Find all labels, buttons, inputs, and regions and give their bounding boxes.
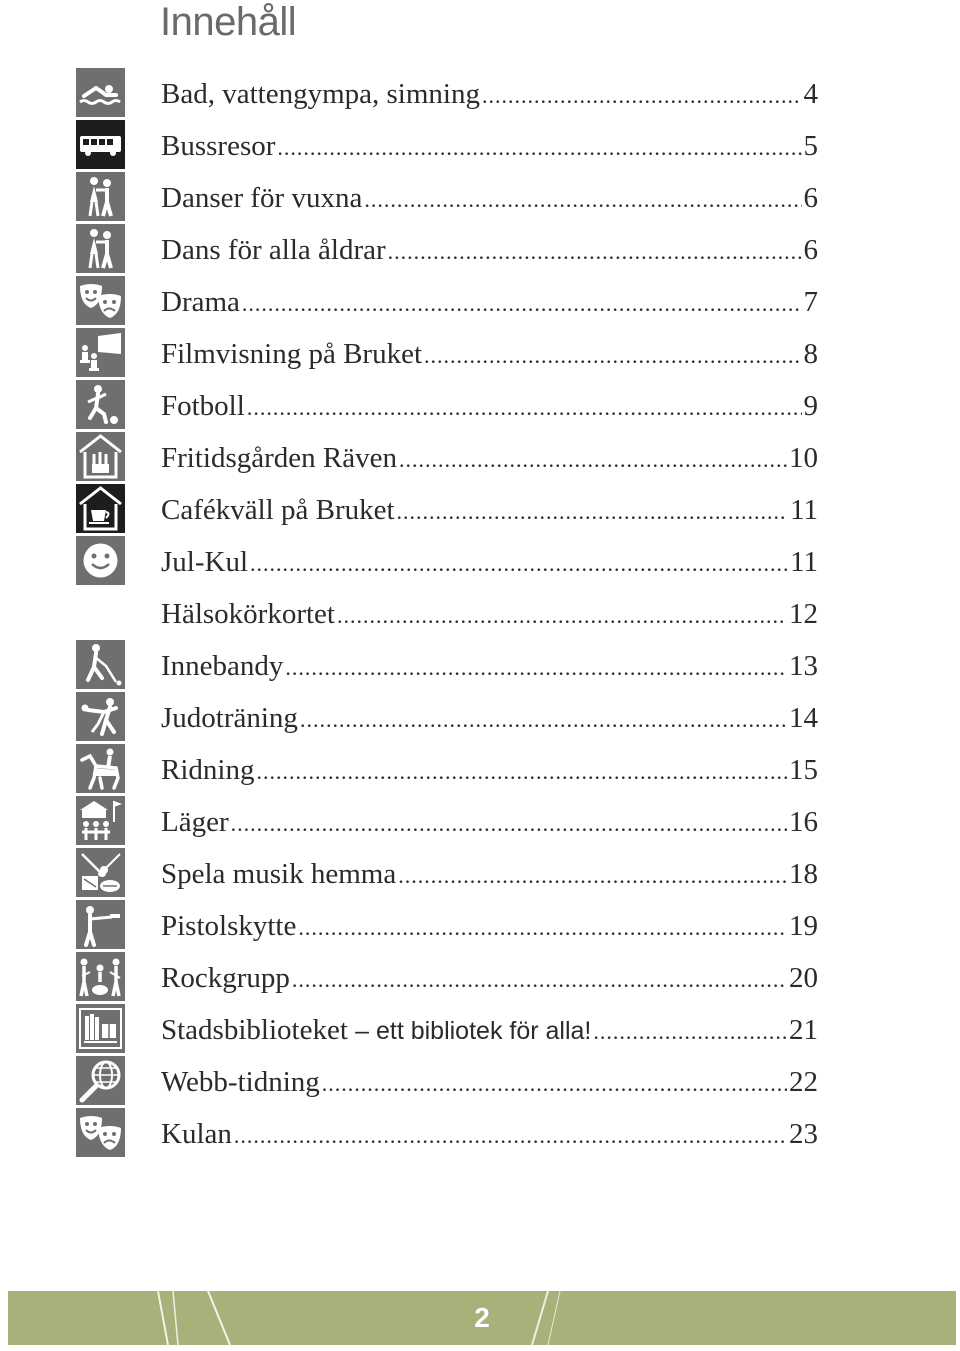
toc-label: Spela musik hemma [161,858,397,890]
toc-label: Fotboll [161,390,245,422]
toc-page-number: 9 [803,390,818,422]
dot-leader [337,596,787,636]
toc-label: Jul-Kul [161,546,248,578]
dot-leader [364,180,801,220]
globe-magnifier-icon [76,1056,125,1105]
dot-leader [388,232,802,272]
dot-leader [247,388,802,428]
toc-label: Bad, vattengympa, simning [161,78,480,110]
toc-entry[interactable] [0,172,960,224]
toc-page-number: 8 [803,338,818,370]
dot-leader [424,336,802,376]
swimmer-icon [76,68,125,117]
toc-entry[interactable] [0,588,960,640]
toc-label: Drama [161,286,240,318]
toc-entry[interactable] [0,796,960,848]
toc-label: Dans för alla åldrar [161,234,386,266]
toc-entry[interactable] [0,900,960,952]
toc-entry[interactable] [0,1056,960,1108]
toc-page-number: 16 [789,806,818,838]
theater-masks-icon [76,276,125,325]
toc-label: Judoträning [161,702,298,734]
smiley-face-icon [76,536,125,585]
bus-icon [76,120,125,169]
cafe-house-icon [76,484,125,533]
dot-leader [398,856,787,896]
toc-page-number: 4 [803,78,818,110]
dot-leader [256,752,787,792]
toc-page-number: 10 [789,442,818,474]
toc-page-number: 20 [789,962,818,994]
toc-label: Danser för vuxna [161,182,363,214]
toc-entry[interactable] [0,744,960,796]
toc-entry[interactable] [0,68,960,120]
toc-entry[interactable] [0,952,960,1004]
floorball-player-icon [76,640,125,689]
dot-leader [593,1012,787,1052]
toc-label: Fritidsgården Räven [161,442,397,474]
toc-label: Läger [161,806,229,838]
toc-page-number: 19 [789,910,818,942]
dot-leader [242,284,802,324]
toc-label: Rockgrupp [161,962,290,994]
toc-entry[interactable] [0,276,960,328]
youth-center-house-icon [76,432,125,481]
football-player-icon [76,380,125,429]
toc-page-number: 21 [789,1014,818,1046]
toc-label: Filmvisning på Bruket [161,338,422,370]
toc-label: Innebandy [161,650,284,682]
toc-page-number: 11 [790,546,818,578]
dot-leader [250,544,788,584]
cinema-audience-icon [76,328,125,377]
pistol-shooter-icon [76,900,125,949]
toc-page-number: 11 [790,494,818,526]
toc-entry[interactable] [0,380,960,432]
toc-page-number: 13 [789,650,818,682]
dancing-couple-icon [76,172,125,221]
theater-masks-icon [76,1108,125,1157]
page-number: 2 [474,1302,490,1333]
toc-label: Cafékväll på Bruket [161,494,395,526]
toc-label: Ridning [161,754,255,786]
dot-leader [234,1116,787,1156]
toc-page-number: 23 [789,1118,818,1150]
dot-leader [482,76,802,116]
toc-sublabel: – ett bibliotek för alla! [355,1017,592,1045]
toc-entry[interactable] [0,432,960,484]
library-books-icon [76,1004,125,1053]
toc-entry[interactable] [0,484,960,536]
dancing-couple-icon [76,224,125,273]
rock-band-icon [76,952,125,1001]
toc-entry[interactable] [0,1004,960,1056]
toc-page-number: 6 [803,182,818,214]
toc-page-number: 22 [789,1066,818,1098]
no-icon-placeholder [76,588,125,637]
toc-entry[interactable] [0,328,960,380]
dot-leader [322,1064,787,1104]
dot-leader [292,960,787,1000]
toc-page-number: 14 [789,702,818,734]
toc-page-number: 12 [789,598,818,630]
horse-rider-icon [76,744,125,793]
dot-leader [399,440,787,480]
toc-page-number: 7 [803,286,818,318]
toc-label: Pistolskytte [161,910,297,942]
dot-leader [285,648,787,688]
toc-page-number: 15 [789,754,818,786]
toc-label: Kulan [161,1118,232,1150]
toc-entry[interactable] [0,692,960,744]
toc-entry[interactable] [0,536,960,588]
dot-leader [300,700,787,740]
dot-leader [298,908,787,948]
music-instruments-icon [76,848,125,897]
dot-leader [397,492,789,532]
toc-entry[interactable] [0,1108,960,1160]
toc-label: Webb-tidning [161,1066,320,1098]
toc-entry[interactable] [0,640,960,692]
toc-page-number: 5 [803,130,818,162]
toc-entry[interactable] [0,848,960,900]
toc-label: Stadsbiblioteket [161,1014,348,1046]
toc-label: Hälsokörkortet [161,598,335,630]
page-footer [8,1291,956,1345]
dot-leader [277,128,801,168]
toc-label: Bussresor [161,130,276,162]
toc-page-number: 18 [789,858,818,890]
judo-throw-icon [76,692,125,741]
dot-leader [231,804,787,844]
toc-entry[interactable] [0,224,960,276]
toc-entry[interactable] [0,120,960,172]
toc-page-number: 6 [803,234,818,266]
camp-group-icon [76,796,125,845]
page-title: Innehåll [160,0,297,44]
